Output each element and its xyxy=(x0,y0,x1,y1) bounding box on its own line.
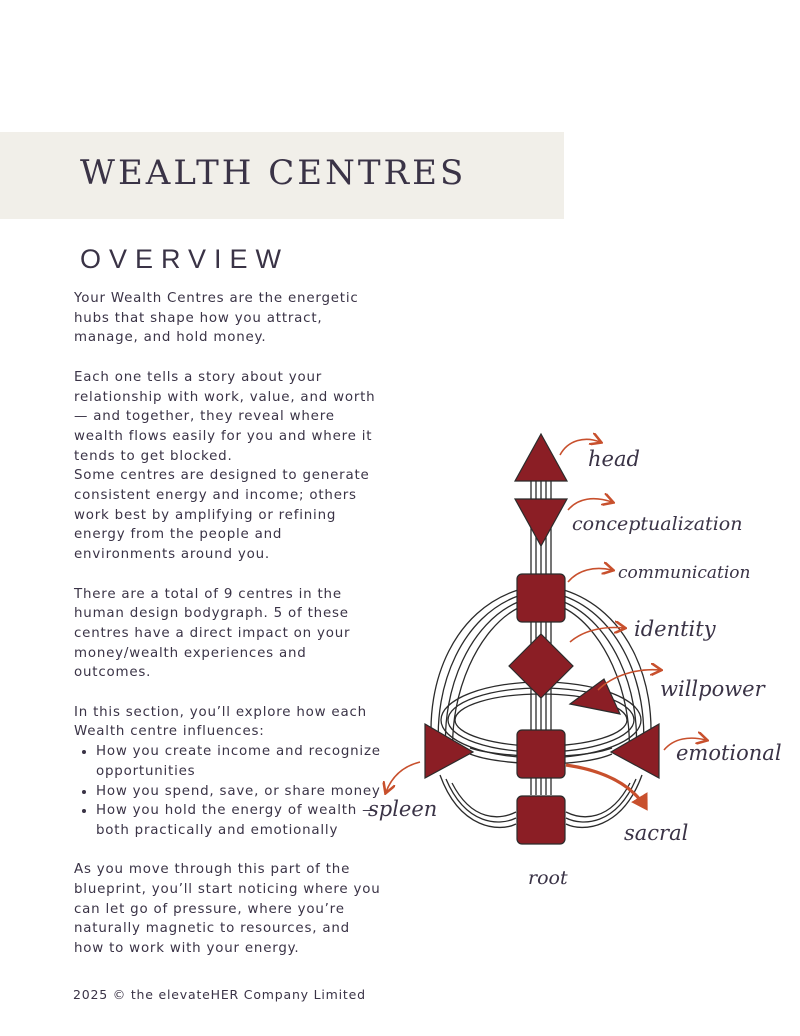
label-willpower: willpower xyxy=(660,677,765,701)
label-spleen: spleen xyxy=(368,797,438,821)
root-centre xyxy=(517,796,565,844)
footer-copyright: 2025 © the elevateHER Company Limited xyxy=(73,987,366,1002)
bullet-list xyxy=(74,742,384,841)
paragraph-intro: Your Wealth Centres are the energetic hubs that shape how you attract, manage, and hold money. xyxy=(74,291,359,346)
paragraph-story: Each one tells a story about your relationship with work, value, and worth — and together, they reveal where wealth flows easily for you and where it tends to get blocked. xyxy=(74,369,376,464)
list-item: • How you create income and recognize opportunities xyxy=(96,742,384,781)
page-title: WEALTH CENTRES xyxy=(80,153,467,193)
label-communication: communication xyxy=(618,563,751,583)
list-item: • How you hold the energy of wealth — both practically and emotionally xyxy=(96,801,384,840)
bodygraph-diagram xyxy=(362,425,792,895)
label-emotional: emotional xyxy=(676,741,782,765)
label-sacral: sacral xyxy=(624,821,689,845)
centres xyxy=(425,434,659,844)
section-heading: OVERVIEW xyxy=(80,244,290,274)
label-conceptualization: conceptualization xyxy=(572,513,743,535)
paragraph-centres: Some centres are designed to generate consistent energy and income; others work best by amplifying or refining energy from the people and environments around you. xyxy=(74,468,370,563)
paragraph-total: There are a total of 9 centres in the human design bodygraph. 5 of these centres have a direct impact on your money/wealth experiences and outcomes. xyxy=(74,586,351,681)
sacral-centre xyxy=(517,730,565,778)
throat-centre xyxy=(517,574,565,622)
list-item: • How you spend, save, or share money xyxy=(96,782,384,802)
paragraph-section: In this section, you’ll explore how each Wealth centre influences: xyxy=(74,704,367,740)
body-text xyxy=(74,289,384,959)
label-identity: identity xyxy=(634,617,716,641)
ajna-centre xyxy=(515,499,567,546)
label-root: root xyxy=(528,867,568,889)
paragraph-closing: As you move through this part of the blueprint, you’ll start noticing where you can let go of pressure, where you’re naturally magnetic to resources, and how to work with your energy. xyxy=(74,862,381,957)
sacral-arrow xyxy=(566,765,646,808)
head-centre xyxy=(515,434,567,481)
label-head: head xyxy=(588,447,640,471)
